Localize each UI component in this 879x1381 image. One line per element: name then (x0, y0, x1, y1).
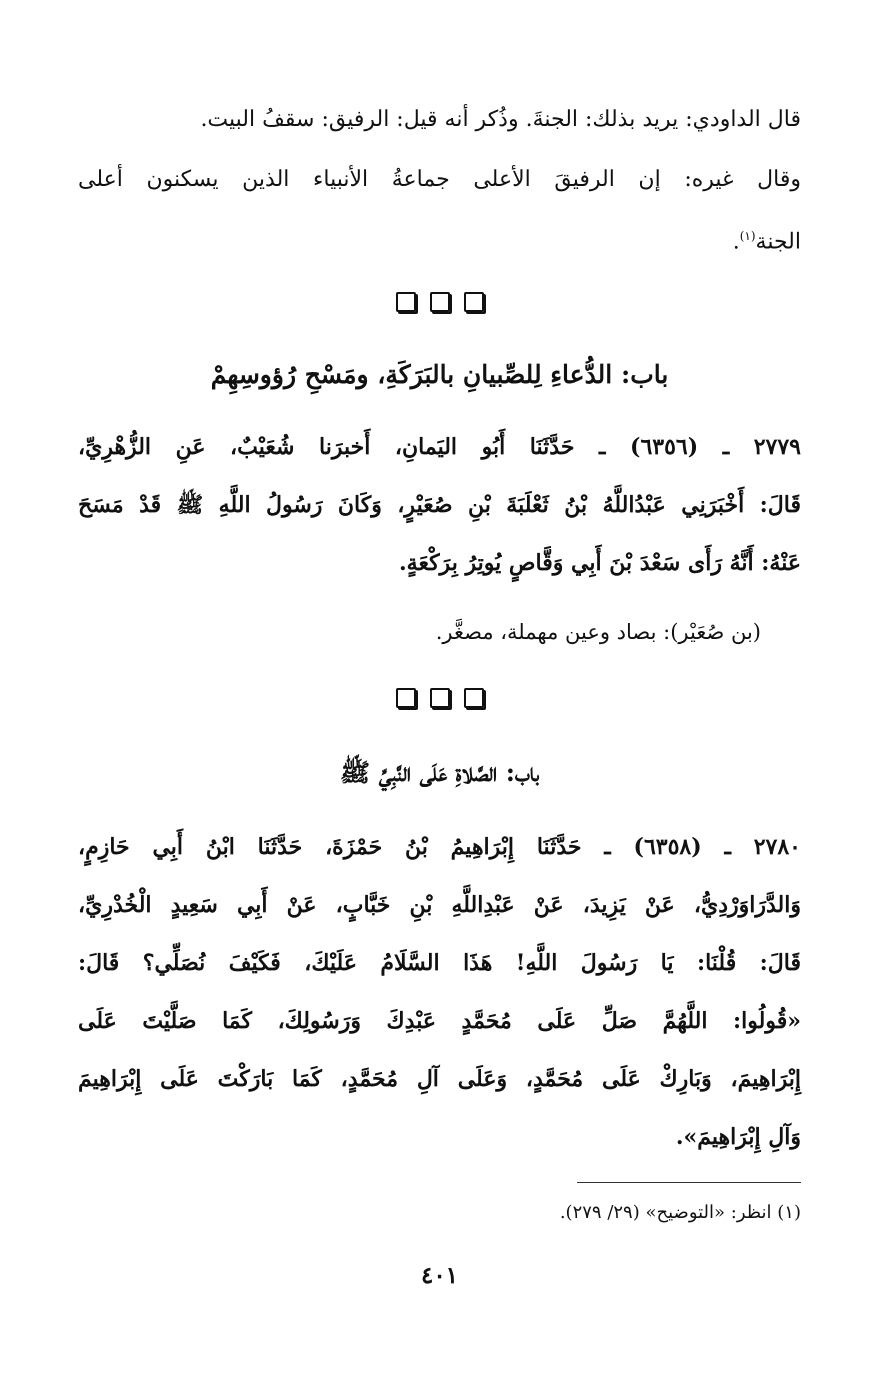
paragraph-2 (78, 152, 801, 270)
hadith-2779-line-2: قَالَ: أَخْبَرَنِي عَبْدُاللَّهُ بْنُ ثَعْلَبَةَ بْنِ صُعَيْرٍ، وَكَانَ رَسُولُ اللَّهِ ﷺ قَدْ مَسَحَ (78, 492, 801, 518)
paragraph-2-line-2-end: . (732, 229, 740, 255)
hadith-2779 (78, 418, 801, 592)
section-1-bab-label: باب: (620, 360, 669, 389)
hadith-2780 (78, 818, 801, 1166)
hollow-square-ornament-icon (464, 292, 484, 312)
hadith-2780-line-4: «قُولُوا: اللَّهُمَّ صَلِّ عَلَى مُحَمَّدٍ عَبْدِكَ وَرَسُولِكَ، كَمَا صَلَّيْتَ عَلَى (78, 1008, 801, 1034)
hollow-square-ornament-icon (396, 688, 416, 708)
page-number: ٤٠١ (420, 1262, 459, 1289)
hollow-square-ornament-icon (396, 292, 416, 312)
section-2-bab-label: باب: (505, 758, 540, 787)
section-2-title: الصَّلاةِ عَلَى النَّبِيِّ ﷺ (339, 758, 498, 787)
hadith-2780-line-3: قَالَ: قُلْنَا: يَا رَسُولَ اللَّهِ! هَذَا السَّلَامُ عَلَيْكَ، فَكَيْفَ نُصَلِّي؟ قَالَ: (78, 950, 801, 976)
hadith-2780-line-5: إِبْرَاهِيمَ، وَبَارِكْ عَلَى مُحَمَّدٍ، وَعَلَى آلِ مُحَمَّدٍ، كَمَا بَارَكْتَ عَلَى إِبْرَاهِيمَ (78, 1066, 801, 1092)
section-2-heading (0, 757, 879, 794)
hadith-2780-line-1: ٢٧٨٠ ـ (٦٣٥٨) ـ حَدَّثَنَا إِبْرَاهِيمُ بْنُ حَمْزَةَ، حَدَّثَنَا ابْنُ أَبِي حَازِمٍ، (78, 834, 801, 860)
hadith-2779-line-1: ٢٧٧٩ ـ (٦٣٥٦) ـ حَدَّثَنَا أَبُو اليَمانِ، أَخبرَنا شُعَيْبٌ، عَنِ الزُّهْرِيِّ، (78, 434, 801, 460)
section-separator-2 (0, 688, 879, 708)
hadith-2780-line-2: وَالدَّرَاوَرْدِيُّ، عَنْ يَزِيدَ، عَنْ عَبْدِاللَّهِ بْنِ خَبَّابٍ، عَنْ أَبِي سَعِيدٍ الْخُدْرِيِّ، (78, 892, 801, 918)
hadith-2780-line-6: وَآلِ إِبْرَاهِيمَ». (675, 1124, 801, 1150)
section-1-note: (بن صُعَيْر): بصاد وعين مهملة، مصغَّر. (435, 620, 761, 644)
paragraph-2-line-2-text: الجنة (755, 229, 801, 255)
footnote-1: (١) انظر: «التوضيح» (٢٩/ ٢٧٩). (559, 1202, 801, 1223)
hollow-square-ornament-icon (464, 688, 484, 708)
hadith-2779-line-3: عَنْهُ: أَنَّهُ رَأَى سَعْدَ بْنَ أَبِي وَقَّاصٍ يُوتِرُ بِرَكْعَةٍ. (399, 550, 801, 576)
paragraph-1 (78, 92, 801, 148)
paragraph-2-line-2 (78, 208, 801, 270)
paragraph-2-line-1: وقال غيره: إن الرفيقَ الأعلى جماعةُ الأنبياء الذين يسكنون أعلى (78, 167, 801, 192)
footnote-reference: (١) (739, 229, 756, 243)
hollow-square-ornament-icon (430, 688, 450, 708)
section-1-heading (0, 360, 879, 389)
paragraph-1-text: قال الداودي: يريد بذلك: الجنةَ. وذُكر أنه قيل: الرفيق: سقفُ البيت. (200, 107, 801, 132)
section-1-title: الدُّعاءِ لِلصِّبيانِ بالبَرَكَةِ، ومَسْحِ رُؤوسِهِمْ (210, 360, 613, 389)
hollow-square-ornament-icon (430, 292, 450, 312)
footnote-divider (577, 1182, 801, 1183)
section-separator-1 (0, 292, 879, 312)
